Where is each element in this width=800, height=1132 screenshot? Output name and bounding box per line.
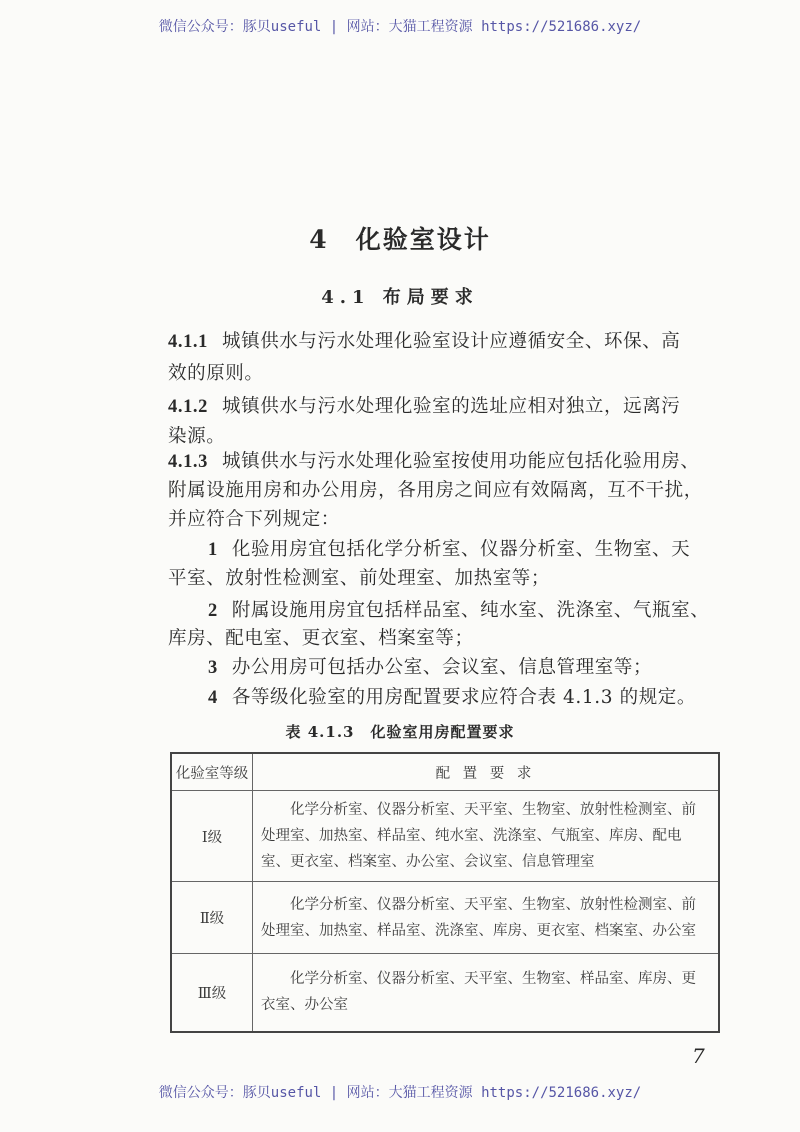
watermark-bottom: 微信公众号：豚贝useful | 网站：大猫工程资源 https://521686.xyz/ [158,1085,642,1101]
clause-text: 城镇供水与污水处理化验室设计应遵循安全、环保、高 [222,331,681,352]
clause-text: 效的原则。 [168,363,264,384]
header-requirement: 配 置 要 求 [253,753,720,791]
clause-4-1-3 [168,451,700,473]
chapter-title: 4 化验室设计 [309,225,491,254]
clause-text: 并应符合下列规定： [168,509,340,530]
item-text: 化验用房宜包括化学分析室、仪器分析室、生物室、天 [231,539,691,560]
clause-number: 4.1.3 [168,452,208,472]
clause-text: 城镇供水与污水处理化验室按使用功能应包括化验用房、 [222,451,700,472]
item-1 [208,539,690,561]
level-cell: Ⅱ级 [171,882,253,954]
item-4 [208,687,696,709]
clause-number: 4.1.2 [168,397,208,417]
page-number: 7 [692,1044,705,1068]
section-title: 4.1 布局要求 [321,287,479,308]
requirement-text: 化学分析室、仪器分析室、天平室、生物室、放射性检测室、前处理室、加热室、样品室、纯水室、洗涤室、气瓶室、库房、配电室、更衣室、档案室、办公室、会议室、信息管理室 [261,802,696,870]
requirement-cell [253,791,720,882]
header-level: 化验室等级 [171,753,253,791]
requirement-text: 化学分析室、仪器分析室、天平室、生物室、放射性检测室、前处理室、加热室、样品室、洗涤室、库房、更衣室、档案室、办公室 [261,896,696,939]
item-text: 库房、配电室、更衣室、档案室等； [168,628,474,649]
watermark-top: 微信公众号：豚贝useful | 网站：大猫工程资源 https://521686.xyz/ [158,19,642,35]
item-number: 4 [208,688,218,708]
table-row [171,954,719,1032]
level-cell: Ⅰ级 [171,791,253,882]
clause-4-1-2 [168,396,680,418]
clause-text: 城镇供水与污水处理化验室的选址应相对独立，远离污 [222,396,681,417]
item-text: 各等级化验室的用房配置要求应符合表 4.1.3 的规定。 [231,687,696,708]
clause-text: 染源。 [168,426,226,447]
item-number: 2 [208,601,218,621]
item-text: 平室、放射性检测室、前处理室、加热室等； [168,568,551,589]
item-text: 办公用房可包括办公室、会议室、信息管理室等； [231,657,653,678]
item-text: 附属设施用房宜包括样品室、纯水室、洗涤室、气瓶室、 [231,600,710,621]
requirement-cell [253,882,720,954]
table-row [171,882,719,954]
table-header-row [171,753,719,791]
item-number: 1 [208,540,218,560]
clause-number: 4.1.1 [168,332,208,352]
item-number: 3 [208,658,218,678]
clause-4-1-1 [168,331,680,353]
item-3 [208,657,652,679]
item-2 [208,600,709,622]
requirement-cell [253,954,720,1032]
clause-text: 附属设施用房和办公用房，各用房之间应有效隔离，互不干扰， [168,480,703,501]
level-cell: Ⅲ级 [171,954,253,1032]
table-caption: 表 4.1.3 化验室用房配置要求 [285,723,515,741]
table-row [171,791,719,882]
requirement-text: 化学分析室、仪器分析室、天平室、生物室、样品室、库房、更衣室、办公室 [261,971,696,1014]
room-config-table [170,752,720,1033]
